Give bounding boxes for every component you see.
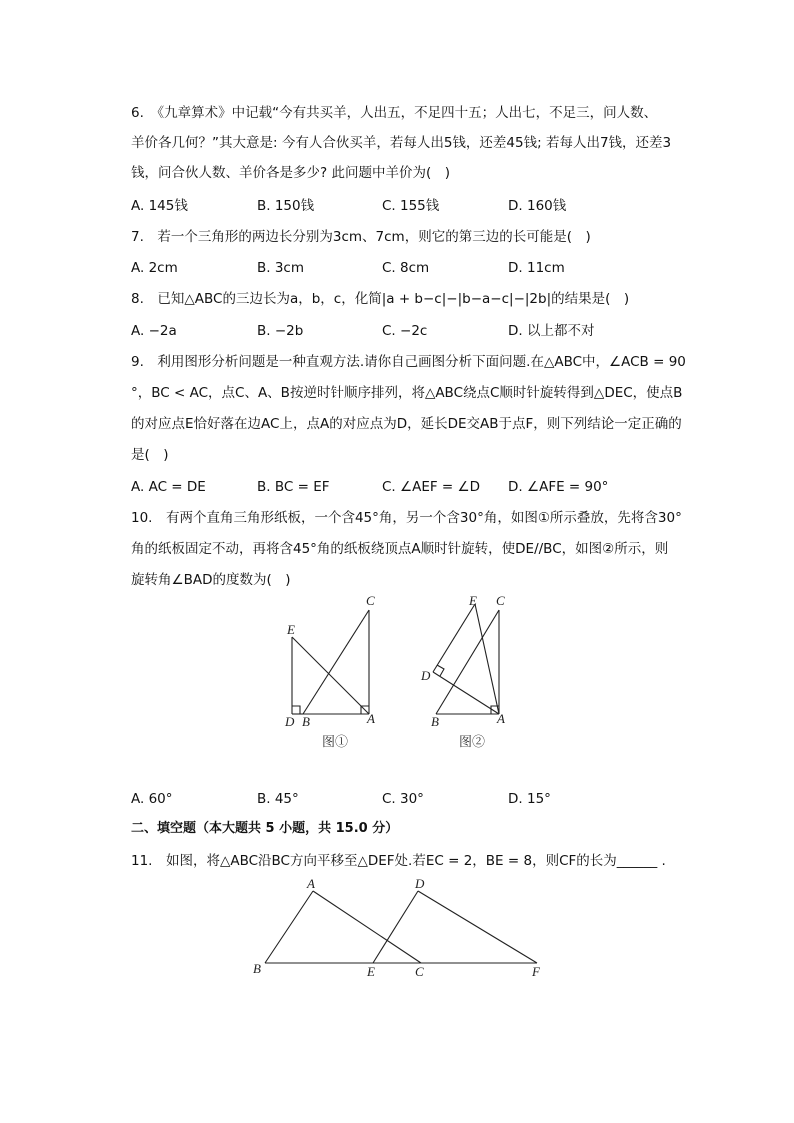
q10-option-c: C. 30° — [382, 791, 424, 807]
q7-option-a: A. 2cm — [131, 260, 178, 276]
fig1-label-c: C — [366, 593, 375, 608]
q6-line-2: 羊价各几何？”其大意是: 今有人合伙买羊，若每人出5钱，还差45钱; 若每人出7钱，还差3 — [131, 135, 672, 151]
fig2-segment-de — [433, 604, 475, 672]
q8-option-c: C. −2c — [382, 323, 428, 339]
fig11-segment-de — [373, 891, 418, 963]
q7-line-1: 7. 若一个三角形的两边长分别为3cm、7cm，则它的第三边的长可能是( ) — [131, 229, 591, 245]
q8-option-d: D. 以上都不对 — [508, 323, 595, 339]
fig2-segment-bc — [436, 610, 499, 714]
fig2-label-d: D — [421, 668, 431, 683]
fig11-label-b: B — [253, 961, 261, 976]
fig2-label-c: C — [496, 593, 505, 608]
fig1-segment-bc — [303, 610, 369, 714]
q6-line-1: 6. 《九章算术》中记载“今有共买羊，人出五，不足四十五；人出七，不足三，问人数、 — [131, 105, 658, 121]
q8-line-1: 8. 已知△ABC的三边长为a，b，c，化简|a + b−c|−|b−a−c|−|2b|的结果是( ) — [131, 291, 630, 307]
fig1-right-angle-d — [292, 706, 300, 714]
fig2-label-a: A — [497, 711, 505, 726]
fig11-label-d: D — [415, 876, 425, 891]
q10-option-a: A. 60° — [131, 791, 173, 807]
q9-line-2: °，BC < AC，点C、A、B按逆时针顺序排列，将△ABC绕点C顺时针旋转得到△DEC，使点B — [131, 385, 683, 401]
fig2-label-e: E — [469, 593, 477, 608]
q9-line-1: 9. 利用图形分析问题是一种直观方法.请你自己画图分析下面问题.在△ABC中，∠ACB = 90 — [131, 354, 686, 370]
q10-option-d: D. 15° — [508, 791, 551, 807]
q7-option-b: B. 3cm — [257, 260, 305, 276]
q11-figure — [245, 875, 555, 985]
q10-line-2: 角的纸板固定不动，再将含45°角的纸板绕顶点A顺时针旋转，使DE//BC，如图②所示，则 — [131, 541, 669, 557]
q10-option-b: B. 45° — [257, 791, 299, 807]
q10-figure-1 — [270, 590, 400, 755]
fig11-segment-ab — [265, 891, 313, 963]
fig1-label-b: B — [302, 714, 310, 729]
fig2-segment-da — [433, 672, 499, 714]
fig11-label-a: A — [307, 876, 315, 891]
q6-option-a: A. 145钱 — [131, 198, 188, 214]
q10-figure-2 — [415, 590, 530, 755]
fig11-segment-df — [418, 891, 537, 963]
q6-option-b: B. 150钱 — [257, 198, 315, 214]
q9-line-3: 的对应点E恰好落在边AC上，点A的对应点为D，延长DE交AB于点F，则下列结论一定正确的 — [131, 416, 682, 432]
fig1-label-a: A — [367, 711, 375, 726]
q6-line-3: 钱，问合伙人数、羊价各是多少? 此问题中羊价为( ) — [131, 165, 450, 181]
fig11-label-f: F — [532, 964, 540, 979]
fig11-segment-ac — [313, 891, 421, 963]
q9-option-d: D. ∠AFE = 90° — [508, 479, 609, 495]
q10-line-1: 10. 有两个直角三角形纸板，一个含45°角，另一个含30°角，如图①所示叠放，先将含30° — [131, 510, 682, 526]
q6-option-d: D. 160钱 — [508, 198, 567, 214]
q7-option-d: D. 11cm — [508, 260, 565, 276]
fig1-label-e: E — [287, 622, 295, 637]
fig2-caption: 图② — [459, 734, 486, 749]
fig11-label-e: E — [367, 964, 375, 979]
q9-option-b: B. BC = EF — [257, 479, 330, 495]
fig2-label-b: B — [431, 714, 439, 729]
q6-option-c: C. 155钱 — [382, 198, 440, 214]
fig2-right-angle-d — [437, 665, 444, 676]
fig1-segment-ea — [292, 637, 369, 714]
q8-option-b: B. −2b — [257, 323, 304, 339]
fig1-label-d: D — [285, 714, 295, 729]
q9-option-a: A. AC = DE — [131, 479, 206, 495]
fig2-segment-ea — [475, 604, 499, 714]
q8-option-a: A. −2a — [131, 323, 177, 339]
q7-option-c: C. 8cm — [382, 260, 430, 276]
q11-line-1: 11. 如图，将△ABC沿BC方向平移至△DEF处.若EC = 2，BE = 8，则CF的长为______ . — [131, 853, 666, 869]
q9-line-4: 是( ) — [131, 447, 169, 463]
fig1-caption: 图① — [322, 734, 349, 749]
q10-line-3: 旋转角∠BAD的度数为( ) — [131, 572, 291, 588]
fig11-label-c: C — [415, 964, 424, 979]
q9-option-c: C. ∠AEF = ∠D — [382, 479, 481, 495]
section-title-fill-in: 二、填空题（本大题共 5 小题，共 15.0 分） — [131, 821, 399, 836]
